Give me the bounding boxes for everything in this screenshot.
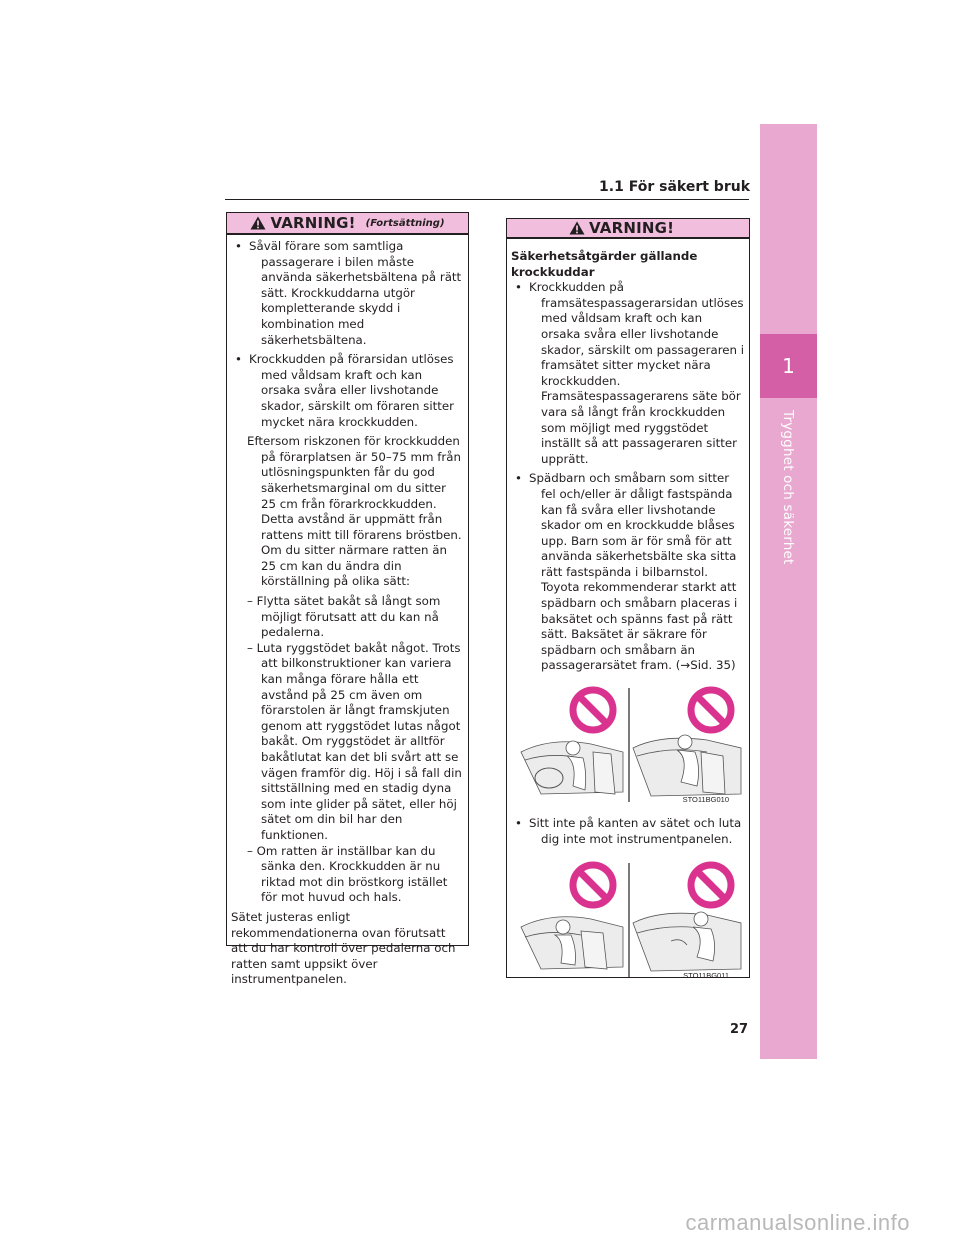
chapter-side-tab	[760, 124, 817, 1059]
warning-body	[507, 239, 749, 985]
warning-triangle-icon	[250, 216, 266, 230]
warning-bullet: • Krockkudden på framsätespassagerarsidan utlöses med våldsam kraft och kan orsaka svåra eller livshotande skador, särskilt om passageraren i framsätet sitter mycket nära krockkudden. Framsätespassagerarens säte bör vara så långt från krockkudden som möjligt med ryggstödet inställt så att passageraren sitter upprätt.	[511, 280, 745, 467]
warning-dash-item: – Flytta sätet bakåt så långt som möjligt förutsatt att du kan nå pedalerna.	[247, 594, 441, 640]
warning-subtitle: (Fortsättning)	[365, 217, 445, 229]
chapter-label-container	[773, 410, 803, 570]
chapter-number: 1	[760, 334, 817, 398]
warning-title: VARNING!	[270, 214, 356, 232]
figure-code: STO11BG010	[682, 795, 729, 805]
warning-bar	[507, 219, 749, 239]
warning-triangle-icon	[569, 221, 585, 235]
warning-dash-item: – Om ratten är inställbar kan du sänka den. Krockkudden är nu riktad mot din bröstkorg istället för mot huvud och hals.	[247, 843, 448, 905]
car-interior-illustration	[511, 682, 747, 810]
warning-body	[227, 235, 468, 988]
chapter-label: Trygghet och säkerhet	[780, 410, 796, 565]
illustration-seat-edge	[511, 857, 747, 985]
warning-paragraph: Eftersom riskzonen för krockkudden på förarplatsen är 50–75 mm från utlösningspunkten får du god säkerhetsmarginal om du sitter 25 cm från förarkrockkudden. Detta avstånd är uppmätt från rattens mitt till förarens bröstben. Om du sitter närmare ratten än 25 cm kan du ändra din körställning på olika sätt:	[247, 434, 462, 589]
watermark: carmanualsonline.info	[685, 1210, 910, 1235]
warning-box-continued	[226, 212, 469, 987]
car-interior-illustration	[511, 857, 747, 985]
page-number: 27	[730, 1022, 749, 1037]
warning-dash-item: – Luta ryggstödet bakåt något. Trots att bilkonstruktioner kan variera kan många förare hålla ett avstånd på 25 cm även om förarstolen är långt framskjuten genom att ryggstödet lutas något bakåt. Om ryggstödet är alltför bakåtlutat kan det bli svårt att se vägen framför dig. Höj i så fall din sittställning med en stadig dyna som inte glider på sätet, eller höj sätet om din bil har den funktionen.	[247, 640, 462, 842]
prohibit-icon	[573, 865, 613, 905]
warning-heading: Säkerhetsåtgärder gällande krockkuddar	[511, 249, 698, 279]
warning-bullet: • Såväl förare som samtliga passagerare i bilen måste använda säkerhetsbältena på rätt sätt. Krockkuddarna utgör kompletterande skydd i kombination med säkerhetsbältena.	[231, 239, 464, 348]
warning-paragraph: Sätet justeras enligt rekommendationerna ovan förutsatt att du har kontroll över pedalerna och ratten samt uppsikt över instrumentpanelen.	[231, 909, 456, 987]
prohibit-icon	[573, 690, 613, 730]
illustration-front-seat	[511, 682, 747, 810]
warning-box-airbags	[506, 218, 750, 978]
prohibit-icon	[691, 690, 731, 730]
warning-bullet: • Sitt inte på kanten av sätet och luta dig inte mot instrumentpanelen.	[511, 816, 745, 847]
header-rule	[225, 199, 749, 200]
figure-code: STO11BG011	[683, 970, 729, 980]
warning-bullet: • Krockkudden på förarsidan utlöses med våldsam kraft och kan orsaka svåra eller livshotande skador, särskilt om föraren sitter mycket nära krockkudden.	[231, 352, 464, 430]
section-title: 1.1 För säkert bruk	[599, 179, 750, 195]
warning-bar	[227, 213, 468, 235]
warning-title: VARNING!	[589, 219, 675, 237]
warning-bullet: • Spädbarn och småbarn som sitter fel och/eller är dåligt fastspända kan få svåra eller livshotande skador om en krockkudde blåses upp. Barn som är för små för att använda säkerhetsbälte ska sitta rätt fastspända i bilbarnstol. Toyota rekommenderar starkt att spädbarn och småbarn placeras i baksätet och spänns fast på rätt sätt. Baksätet är säkrare för spädbarn och småbarn än passagerarsätet fram. (→Sid. 35)	[511, 471, 745, 674]
prohibit-icon	[691, 865, 731, 905]
